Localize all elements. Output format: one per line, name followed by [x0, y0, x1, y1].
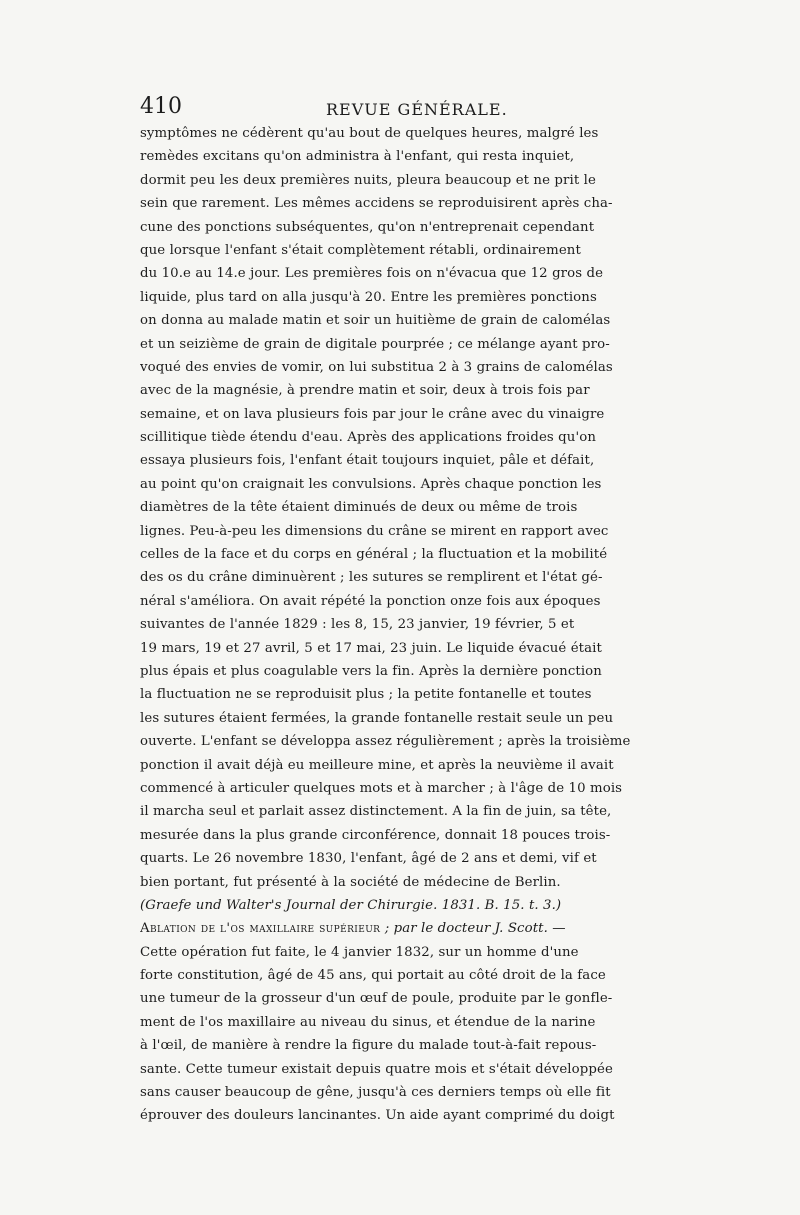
- text-line: plus épais et plus coagulable vers la fin. Après la dernière ponction: [140, 663, 602, 679]
- running-head: [140, 88, 660, 122]
- text-line: ponction il avait déjà eu meilleure mine, et après la neuvième il avait: [140, 757, 614, 773]
- text-line: sans causer beaucoup de gêne, jusqu'à ces derniers temps où elle fit: [140, 1085, 611, 1101]
- text-line: au point qu'on craignait les convulsions. Après chaque ponction les: [140, 476, 602, 492]
- text-line: cune des ponctions subséquentes, qu'on n'entreprenait cependant: [140, 219, 595, 235]
- text-line: liquide, plus tard on alla jusqu'à 20. Entre les premières ponctions: [140, 289, 597, 305]
- text-line: voqué des envies de vomir, on lui substitua 2 à 3 grains de calomélas: [140, 359, 613, 375]
- text-line: essaya plusieurs fois, l'enfant était toujours inquiet, pâle et défait,: [140, 453, 595, 469]
- text-line: sein que rarement. Les mêmes accidens se reproduisirent après cha-: [140, 196, 613, 212]
- text-line: celles de la face et du corps en général ; la fluctuation et la mobilité: [140, 547, 608, 563]
- text-line: remèdes excitans qu'on administra à l'enfant, qui resta inquiet,: [140, 149, 575, 165]
- text-line: à l'œil, de manière à rendre la figure du malade tout-à-fait repous-: [140, 1038, 597, 1054]
- citation-line: (Graefe und Walter's Journal der Chirurgie. 1831. B. 15. t. 3.): [140, 897, 562, 913]
- text-line: la fluctuation ne se reproduisit plus ; la petite fontanelle et toutes: [140, 687, 592, 703]
- section-author: ; par le docteur J. Scott. —: [384, 921, 566, 937]
- text-line: sante. Cette tumeur existait depuis quatre mois et s'était développée: [140, 1061, 613, 1077]
- text-line: lignes. Peu-à-peu les dimensions du crâne se mirent en rapport avec: [140, 523, 609, 539]
- text-line: du 10.e au 14.e jour. Les premières fois on n'évacua que 12 gros de: [140, 266, 604, 282]
- text-line: et un seizième de grain de digitale pourprée ; ce mélange ayant pro-: [140, 336, 610, 352]
- text-line: avec de la magnésie, à prendre matin et soir, deux à trois fois par: [140, 383, 590, 399]
- page-number: 410: [140, 94, 182, 119]
- section-heading-line: [140, 917, 660, 940]
- text-line: une tumeur de la grosseur d'un œuf de poule, produite par le gonfle-: [140, 991, 613, 1007]
- text-line: on donna au malade matin et soir un huitième de grain de calomélas: [140, 313, 611, 329]
- article-text: [140, 122, 660, 1128]
- section-heading: Ablation de l'os maxillaire supérieur: [140, 921, 381, 937]
- text-line: éprouver des douleurs lancinantes. Un aide ayant comprimé du doigt: [140, 1108, 615, 1124]
- text-line: ouverte. L'enfant se développa assez régulièrement ; après la troisième: [140, 734, 631, 750]
- text-line: bien portant, fut présenté à la société de médecine de Berlin.: [140, 874, 561, 890]
- text-line: commencé à articuler quelques mots et à marcher ; à l'âge de 10 mois: [140, 780, 623, 796]
- text-line: les sutures étaient fermées, la grande fontanelle restait seule un peu: [140, 710, 614, 726]
- text-line: des os du crâne diminuèrent ; les sutures se remplirent et l'état gé-: [140, 570, 603, 586]
- text-line: néral s'améliora. On avait répété la ponction onze fois aux époques: [140, 593, 601, 609]
- running-title: REVUE GÉNÉRALE.: [326, 100, 508, 119]
- text-line: dormit peu les deux premières nuits, pleura beaucoup et ne prit le: [140, 172, 596, 188]
- text-line: 19 mars, 19 et 27 avril, 5 et 17 mai, 23 juin. Le liquide évacué était: [140, 640, 602, 656]
- text-line: diamètres de la tête étaient diminués de deux ou même de trois: [140, 500, 578, 516]
- text-line: symptômes ne cédèrent qu'au bout de quelques heures, malgré les: [140, 126, 599, 141]
- text-line: ment de l'os maxillaire au niveau du sinus, et étendue de la narine: [140, 1014, 596, 1030]
- text-line: mesurée dans la plus grande circonférence, donnait 18 pouces trois-: [140, 827, 611, 843]
- text-line: quarts. Le 26 novembre 1830, l'enfant, âgé de 2 ans et demi, vif et: [140, 851, 597, 867]
- text-line: suivantes de l'année 1829 : les 8, 15, 23 janvier, 19 février, 5 et: [140, 617, 575, 633]
- text-line: semaine, et on lava plusieurs fois par jour le crâne avec du vinaigre: [140, 406, 605, 422]
- text-line: scillitique tiède étendu d'eau. Après des applications froides qu'on: [140, 430, 596, 446]
- text-line: forte constitution, âgé de 45 ans, qui portait au côté droit de la face: [140, 968, 606, 984]
- book-page: [140, 88, 660, 1128]
- text-line: que lorsque l'enfant s'était complètement rétabli, ordinairement: [140, 242, 581, 258]
- text-line: il marcha seul et parlait assez distinctement. A la fin de juin, sa tête,: [140, 804, 612, 820]
- text-line: Cette opération fut faite, le 4 janvier 1832, sur un homme d'une: [140, 944, 579, 960]
